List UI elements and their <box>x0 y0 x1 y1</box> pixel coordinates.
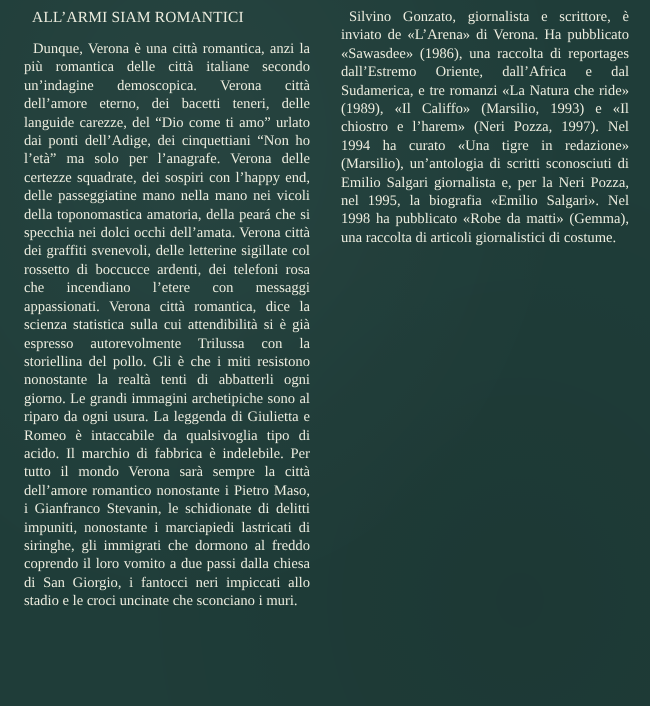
author-bio-text: Silvino Gonzato, giornalista e scrittore, è inviato de «L’Arena» di Verona. Ha pubblicato «Sawasdee» (1986), una raccolta di reportages dall’Estremo Oriente, dall’Africa e dal Sudamerica, e tre romanzi «La Natura che ride» (1989), «Il Califfo» (Marsilio, 1993) e «Il chiostro e l’harem» (Neri Pozza, 1997). Nel 1994 ha curato «Una tigre in redazione» (Marsilio), un’antologia di scritti sconosciuti di Emilio Salgari giornalista e, per la Neri Pozza, nel 1995, la biografia «Emilio Salgari». Nel 1998 ha pubblicato «Robe da matti» (Gemma), una raccolta di articoli giornalistici di costume. <box>341 9 629 246</box>
article-body-text: Dunque, Verona è una città romantica, anzi la più romantica delle città italiane secondo un’indagine demoscopica. Verona città dell’amore eterno, dei bacetti teneri, delle languide carezze, del “Dio come ti amo” urlato dai ponti dell’Adige, dei cinquettiani “Non ho l’età” ma solo per l’anagrafe. Verona delle certezze squadrate, dei sospiri con l’happy end, delle passeggiatine mano nella mano nei vicoli della toponomastica amatoria, della peará che si specchia nei dolci occhi dell’amata. Verona città dei graffiti svenevoli, delle letterine sigillate col rossetto di boccucce ardenti, dei telefoni rosa che incendiano l’etere con messaggi appassionati. Verona città romantica, dice la scienza statistica sulla cui attendibilità si è già espresso autorevolmente Trilussa con la storiellina del pollo. Gli è che i miti resistono nonostante la realtà tenti di abbatterli ogni giorno. Le grandi immagini archetipiche sono al riparo da ogni usura. La leggenda di Giulietta e Romeo è intaccabile da qualsivoglia tipo di acido. Il marchio di fabbrica è indelebile. Per tutto il mondo Verona sarà sempre la città dell’amore romantico nonostante i Pietro Maso, i Gianfranco Stevanin, le schidionate di delitti impuniti, nonostante i marciapiedi lastricati di siringhe, gli immigrati che dormono al freddo coprendo il loro vomito a due passi dalla chiesa di San Giorgio, i fantocci neri impiccati allo stadio e le croci uncinate che sconciano i muri. <box>24 41 310 610</box>
author-bio-column <box>341 8 629 247</box>
article-heading: ALL’ARMI SIAM ROMANTICI <box>32 9 244 26</box>
article-column <box>24 8 310 611</box>
